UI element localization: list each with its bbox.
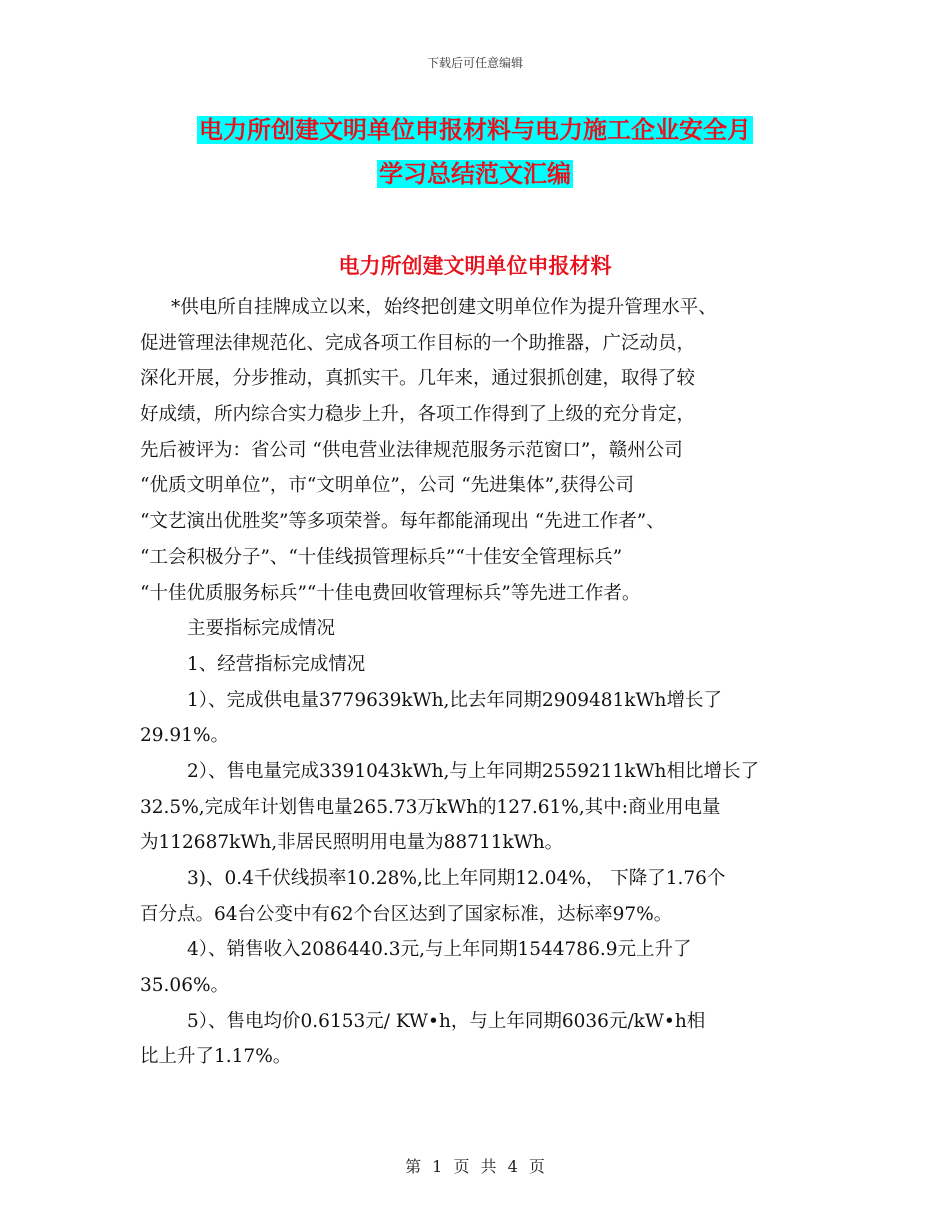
paragraph-line: 比上升了1.17%。 (140, 1046, 292, 1068)
paragraph-line: 深化开展，分步推动，真抓实干。几年来，通过狠抓创建，取得了较 (140, 368, 696, 390)
paragraph-line: 先后被评为：省公司 “供电营业法律规范服务示范窗口”，赣州公司 (140, 439, 683, 461)
subsection-heading: 1、经营指标完成情况 (187, 653, 366, 675)
paragraph-line: 促进管理法律规范化、完成各项工作目标的一个助推器，广泛动员， (140, 332, 696, 354)
title-highlight-2: 学习总结范文汇编 (379, 160, 571, 188)
title-highlight-1: 电力所创建文明单位申报材料与电力施工企业安全月 (199, 116, 751, 144)
paragraph-line: “优质文明单位”，市“文明单位”，公司 “先进集体”,获得公司 (140, 475, 635, 497)
paragraph-line: “工会积极分子”、“十佳线损管理标兵”“十佳安全管理标兵” (140, 546, 623, 568)
paragraph-line: *供电所自挂牌成立以来，始终把创建文明单位作为提升管理水平、 (171, 297, 717, 318)
paragraph-line: 29.91%。 (140, 725, 230, 747)
paragraph-line: 5）、售电均价0.6153元/ KW•h，与上年同期6036元/kW•h相 (187, 1010, 706, 1032)
body-text (140, 290, 830, 1075)
header-note: 下载后可任意编辑 (426, 56, 523, 70)
paragraph-line: “十佳优质服务标兵”“十佳电费回收管理标兵”等先进工作者。 (140, 582, 641, 604)
section-subtitle: 电力所创建文明单位申报材料 (338, 254, 612, 278)
document-title-line-1 (0, 112, 950, 148)
document-title-line-2 (0, 156, 950, 192)
paragraph-line: 1）、完成供电量3779639kWh,比去年同期2909481kWh增长了 (187, 689, 722, 711)
paragraph-line: “文艺演出优胜奖”等多项荣誉。每年都能涌现出 “先进工作者”、 (140, 511, 665, 533)
section-heading: 主要指标完成情况 (187, 618, 336, 640)
page-footer: 第 1 页 共 4 页 (405, 1157, 545, 1176)
paragraph-line: 3)、0.4千伏线损率10.28%,比上年同期12.04%， 下降了1.76个 (187, 868, 726, 889)
paragraph-line: 2）、售电量完成3391043kWh,与上年同期2559211kWh相比增长了 (187, 760, 759, 782)
paragraph-line: 好成绩，所内综合实力稳步上升，各项工作得到了上级的充分肯定， (140, 404, 696, 426)
paragraph-line: 4）、销售收入2086440.3元,与上年同期1544786.9元上升了 (187, 939, 692, 961)
paragraph-line: 32.5%,完成年计划售电量265.73万kWh的127.61%,其中:商业用电量 (140, 796, 721, 818)
paragraph-line: 35.06%。 (140, 975, 230, 997)
paragraph-line: 为112687kWh,非居民照明用电量为88711kWh。 (140, 832, 564, 854)
paragraph-line: 百分点。64台公变中有62个台区达到了国家标准，达标率97%。 (140, 903, 673, 925)
